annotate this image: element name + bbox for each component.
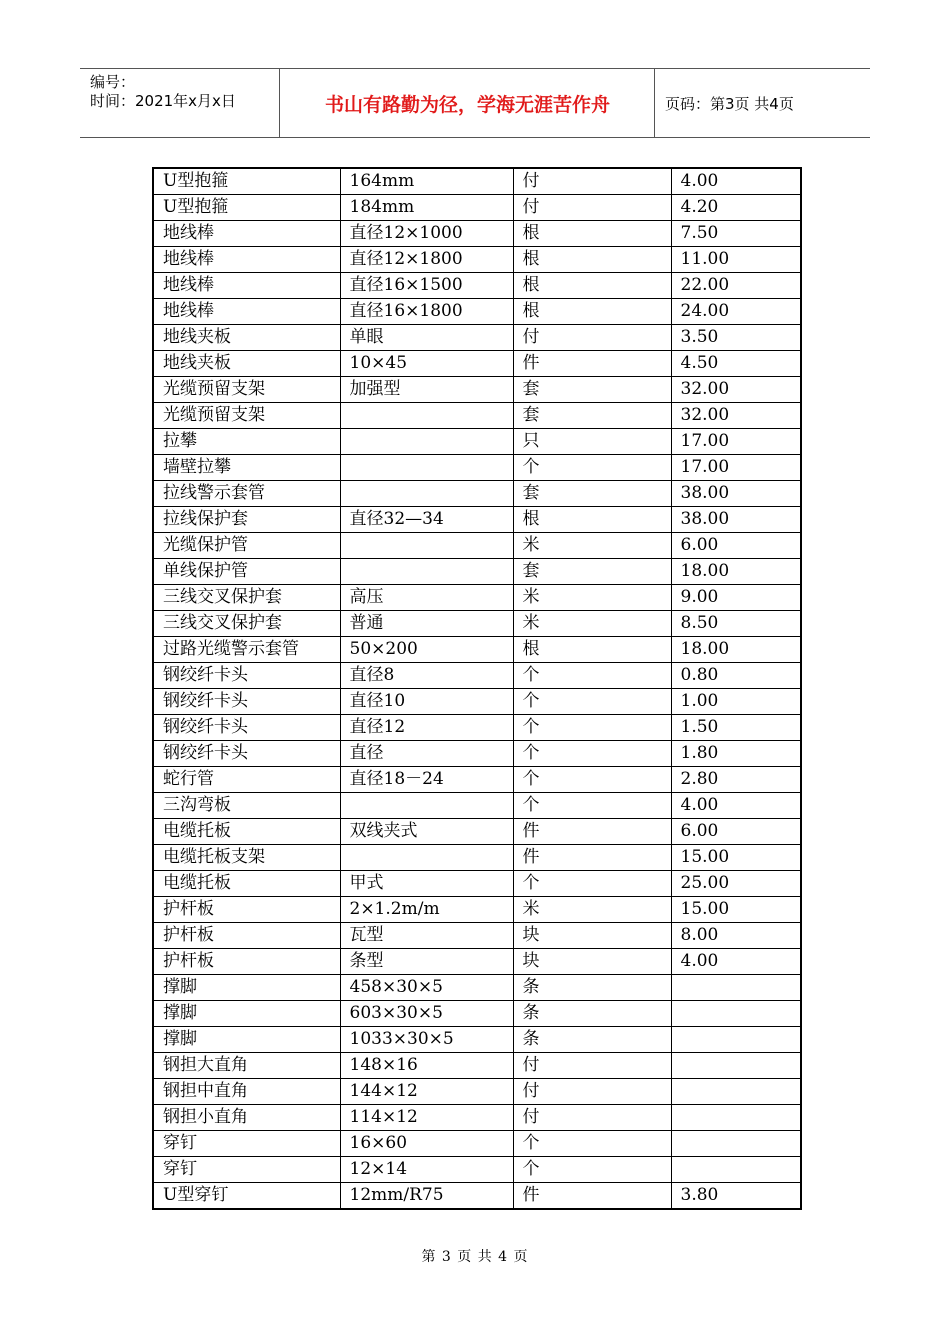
item-unit-cell: 件	[513, 819, 671, 845]
item-price-cell: 38.00	[671, 481, 801, 507]
item-spec-cell: 12×14	[340, 1157, 513, 1183]
item-spec-cell: 普通	[340, 611, 513, 637]
item-spec-cell: 458×30×5	[340, 975, 513, 1001]
item-unit-cell: 个	[513, 767, 671, 793]
item-spec-cell: 直径	[340, 741, 513, 767]
item-unit-cell: 件	[513, 1183, 671, 1210]
table-row	[153, 481, 801, 507]
table-row	[153, 793, 801, 819]
item-price-cell: 22.00	[671, 273, 801, 299]
table-row	[153, 871, 801, 897]
item-unit-cell: 付	[513, 1105, 671, 1131]
item-spec-cell	[340, 845, 513, 871]
table-row	[153, 533, 801, 559]
item-name-cell: 光缆预留支架	[153, 377, 340, 403]
item-spec-cell	[340, 533, 513, 559]
table-row	[153, 585, 801, 611]
item-name-cell: 护杆板	[153, 897, 340, 923]
item-unit-cell: 根	[513, 273, 671, 299]
item-spec-cell: 2×1.2m/m	[340, 897, 513, 923]
item-price-cell: 8.50	[671, 611, 801, 637]
item-name-cell: 钢绞纤卡头	[153, 663, 340, 689]
header-page-info: 页码：第3页 共4页	[665, 94, 794, 113]
item-name-cell: 地线夹板	[153, 325, 340, 351]
item-spec-cell: 直径12×1000	[340, 221, 513, 247]
item-name-cell: 三沟弯板	[153, 793, 340, 819]
item-price-cell: 0.80	[671, 663, 801, 689]
table-row	[153, 299, 801, 325]
table-row	[153, 1183, 801, 1210]
item-name-cell: 撑脚	[153, 975, 340, 1001]
item-unit-cell: 块	[513, 923, 671, 949]
item-price-cell: 4.50	[671, 351, 801, 377]
item-unit-cell: 根	[513, 507, 671, 533]
item-price-cell	[671, 1001, 801, 1027]
item-name-cell: 地线棒	[153, 273, 340, 299]
item-price-cell: 15.00	[671, 845, 801, 871]
item-name-cell: 钢绞纤卡头	[153, 689, 340, 715]
item-spec-cell	[340, 403, 513, 429]
item-spec-cell: 12mm/R75	[340, 1183, 513, 1210]
item-unit-cell: 根	[513, 247, 671, 273]
item-unit-cell: 个	[513, 1131, 671, 1157]
item-spec-cell: 直径18－24	[340, 767, 513, 793]
item-name-cell: 钢绞纤卡头	[153, 715, 340, 741]
price-table-body	[153, 168, 801, 1209]
item-spec-cell: 直径12	[340, 715, 513, 741]
item-unit-cell: 付	[513, 168, 671, 195]
item-name-cell: 护杆板	[153, 949, 340, 975]
item-spec-cell: 16×60	[340, 1131, 513, 1157]
table-row	[153, 1027, 801, 1053]
item-spec-cell: 高压	[340, 585, 513, 611]
table-row	[153, 1079, 801, 1105]
table-row	[153, 949, 801, 975]
item-name-cell: 护杆板	[153, 923, 340, 949]
item-spec-cell	[340, 481, 513, 507]
item-spec-cell: 甲式	[340, 871, 513, 897]
table-row	[153, 767, 801, 793]
table-row	[153, 168, 801, 195]
item-name-cell: 撑脚	[153, 1001, 340, 1027]
item-name-cell: 光缆预留支架	[153, 403, 340, 429]
item-price-cell: 1.50	[671, 715, 801, 741]
item-price-cell: 11.00	[671, 247, 801, 273]
item-price-cell: 4.00	[671, 168, 801, 195]
table-row	[153, 377, 801, 403]
item-name-cell: 拉线警示套管	[153, 481, 340, 507]
item-name-cell: 穿钉	[153, 1131, 340, 1157]
item-name-cell: 地线棒	[153, 221, 340, 247]
item-price-cell: 32.00	[671, 403, 801, 429]
table-row	[153, 845, 801, 871]
table-row	[153, 1157, 801, 1183]
page-footer: 第 3 页 共 4 页	[421, 1249, 529, 1265]
item-spec-cell: 条型	[340, 949, 513, 975]
item-price-cell: 17.00	[671, 429, 801, 455]
item-spec-cell	[340, 559, 513, 585]
item-price-cell: 6.00	[671, 533, 801, 559]
item-name-cell: 光缆保护管	[153, 533, 340, 559]
item-name-cell: 过路光缆警示套管	[153, 637, 340, 663]
item-spec-cell: 加强型	[340, 377, 513, 403]
item-price-cell: 18.00	[671, 637, 801, 663]
item-unit-cell: 个	[513, 871, 671, 897]
item-spec-cell: 144×12	[340, 1079, 513, 1105]
item-price-cell: 8.00	[671, 923, 801, 949]
item-price-cell: 38.00	[671, 507, 801, 533]
item-price-cell	[671, 1053, 801, 1079]
item-price-cell	[671, 975, 801, 1001]
item-spec-cell: 单眼	[340, 325, 513, 351]
item-unit-cell: 个	[513, 1157, 671, 1183]
item-unit-cell: 米	[513, 585, 671, 611]
item-name-cell: 单线保护管	[153, 559, 340, 585]
table-row	[153, 975, 801, 1001]
item-unit-cell: 个	[513, 455, 671, 481]
item-unit-cell: 件	[513, 845, 671, 871]
item-name-cell: 地线棒	[153, 247, 340, 273]
item-price-cell: 15.00	[671, 897, 801, 923]
item-price-cell: 3.50	[671, 325, 801, 351]
table-row	[153, 195, 801, 221]
table-row	[153, 455, 801, 481]
code-label: 编号：	[90, 73, 136, 91]
item-price-cell: 4.00	[671, 793, 801, 819]
table-row	[153, 923, 801, 949]
item-name-cell: 地线棒	[153, 299, 340, 325]
item-spec-cell: 直径8	[340, 663, 513, 689]
table-row	[153, 247, 801, 273]
item-name-cell: U型穿钉	[153, 1183, 340, 1210]
item-spec-cell: 148×16	[340, 1053, 513, 1079]
item-unit-cell: 付	[513, 1079, 671, 1105]
item-name-cell: U型抱箍	[153, 168, 340, 195]
item-price-cell: 32.00	[671, 377, 801, 403]
item-name-cell: 蛇行管	[153, 767, 340, 793]
item-name-cell: 墙壁拉攀	[153, 455, 340, 481]
table-row	[153, 1001, 801, 1027]
item-unit-cell: 付	[513, 1053, 671, 1079]
item-unit-cell: 米	[513, 611, 671, 637]
item-price-cell: 24.00	[671, 299, 801, 325]
item-unit-cell: 件	[513, 351, 671, 377]
header-meta	[80, 69, 280, 137]
item-unit-cell: 条	[513, 975, 671, 1001]
table-row	[153, 897, 801, 923]
item-spec-cell: 10×45	[340, 351, 513, 377]
item-spec-cell: 双线夹式	[340, 819, 513, 845]
table-row	[153, 637, 801, 663]
item-spec-cell: 184mm	[340, 195, 513, 221]
item-price-cell: 25.00	[671, 871, 801, 897]
item-price-cell	[671, 1027, 801, 1053]
item-price-cell: 4.00	[671, 949, 801, 975]
item-spec-cell: 直径32—34	[340, 507, 513, 533]
item-unit-cell: 米	[513, 533, 671, 559]
item-name-cell: U型抱箍	[153, 195, 340, 221]
item-name-cell: 三线交叉保护套	[153, 611, 340, 637]
item-price-cell: 2.80	[671, 767, 801, 793]
item-spec-cell	[340, 793, 513, 819]
item-price-cell	[671, 1131, 801, 1157]
item-unit-cell: 条	[513, 1027, 671, 1053]
item-spec-cell: 50×200	[340, 637, 513, 663]
item-unit-cell: 个	[513, 793, 671, 819]
table-row	[153, 1131, 801, 1157]
page-header	[80, 68, 870, 138]
price-table	[152, 167, 802, 1210]
item-unit-cell: 米	[513, 897, 671, 923]
item-spec-cell: 直径16×1500	[340, 273, 513, 299]
item-price-cell: 1.80	[671, 741, 801, 767]
item-price-cell	[671, 1157, 801, 1183]
item-price-cell: 3.80	[671, 1183, 801, 1210]
table-row	[153, 351, 801, 377]
table-row	[153, 1105, 801, 1131]
item-unit-cell: 根	[513, 637, 671, 663]
item-unit-cell: 只	[513, 429, 671, 455]
item-price-cell: 6.00	[671, 819, 801, 845]
table-row	[153, 221, 801, 247]
item-price-cell: 18.00	[671, 559, 801, 585]
table-row	[153, 611, 801, 637]
item-unit-cell: 个	[513, 663, 671, 689]
item-name-cell: 电缆托板支架	[153, 845, 340, 871]
item-name-cell: 拉线保护套	[153, 507, 340, 533]
item-spec-cell: 直径16×1800	[340, 299, 513, 325]
item-price-cell: 9.00	[671, 585, 801, 611]
item-name-cell: 三线交叉保护套	[153, 585, 340, 611]
item-spec-cell	[340, 429, 513, 455]
item-unit-cell: 付	[513, 325, 671, 351]
item-name-cell: 地线夹板	[153, 351, 340, 377]
item-unit-cell: 个	[513, 741, 671, 767]
item-unit-cell: 付	[513, 195, 671, 221]
item-name-cell: 钢担小直角	[153, 1105, 340, 1131]
item-spec-cell: 直径12×1800	[340, 247, 513, 273]
item-spec-cell: 114×12	[340, 1105, 513, 1131]
item-name-cell: 穿钉	[153, 1157, 340, 1183]
item-unit-cell: 块	[513, 949, 671, 975]
item-price-cell	[671, 1079, 801, 1105]
table-row	[153, 325, 801, 351]
item-name-cell: 电缆托板	[153, 871, 340, 897]
header-motto: 书山有路勤为径，学海无涯苦作舟	[281, 69, 655, 137]
table-row	[153, 819, 801, 845]
item-price-cell: 4.20	[671, 195, 801, 221]
item-unit-cell: 个	[513, 715, 671, 741]
item-spec-cell: 164mm	[340, 168, 513, 195]
table-row	[153, 689, 801, 715]
item-unit-cell: 套	[513, 377, 671, 403]
item-price-cell: 17.00	[671, 455, 801, 481]
table-row	[153, 429, 801, 455]
item-spec-cell: 1033×30×5	[340, 1027, 513, 1053]
item-spec-cell: 直径10	[340, 689, 513, 715]
item-unit-cell: 套	[513, 559, 671, 585]
table-row	[153, 507, 801, 533]
item-name-cell: 电缆托板	[153, 819, 340, 845]
item-name-cell: 撑脚	[153, 1027, 340, 1053]
table-row	[153, 741, 801, 767]
item-unit-cell: 条	[513, 1001, 671, 1027]
table-row	[153, 559, 801, 585]
table-row	[153, 715, 801, 741]
item-unit-cell: 根	[513, 221, 671, 247]
item-name-cell: 钢绞纤卡头	[153, 741, 340, 767]
item-price-cell: 7.50	[671, 221, 801, 247]
table-row	[153, 273, 801, 299]
item-spec-cell: 瓦型	[340, 923, 513, 949]
item-spec-cell: 603×30×5	[340, 1001, 513, 1027]
table-row	[153, 663, 801, 689]
item-name-cell: 钢担大直角	[153, 1053, 340, 1079]
item-unit-cell: 根	[513, 299, 671, 325]
item-name-cell: 拉攀	[153, 429, 340, 455]
time-label: 时间：2021年x月x日	[90, 92, 236, 110]
table-row	[153, 403, 801, 429]
item-name-cell: 钢担中直角	[153, 1079, 340, 1105]
item-unit-cell: 个	[513, 689, 671, 715]
item-price-cell: 1.00	[671, 689, 801, 715]
item-unit-cell: 套	[513, 403, 671, 429]
table-row	[153, 1053, 801, 1079]
item-unit-cell: 套	[513, 481, 671, 507]
item-price-cell	[671, 1105, 801, 1131]
item-spec-cell	[340, 455, 513, 481]
